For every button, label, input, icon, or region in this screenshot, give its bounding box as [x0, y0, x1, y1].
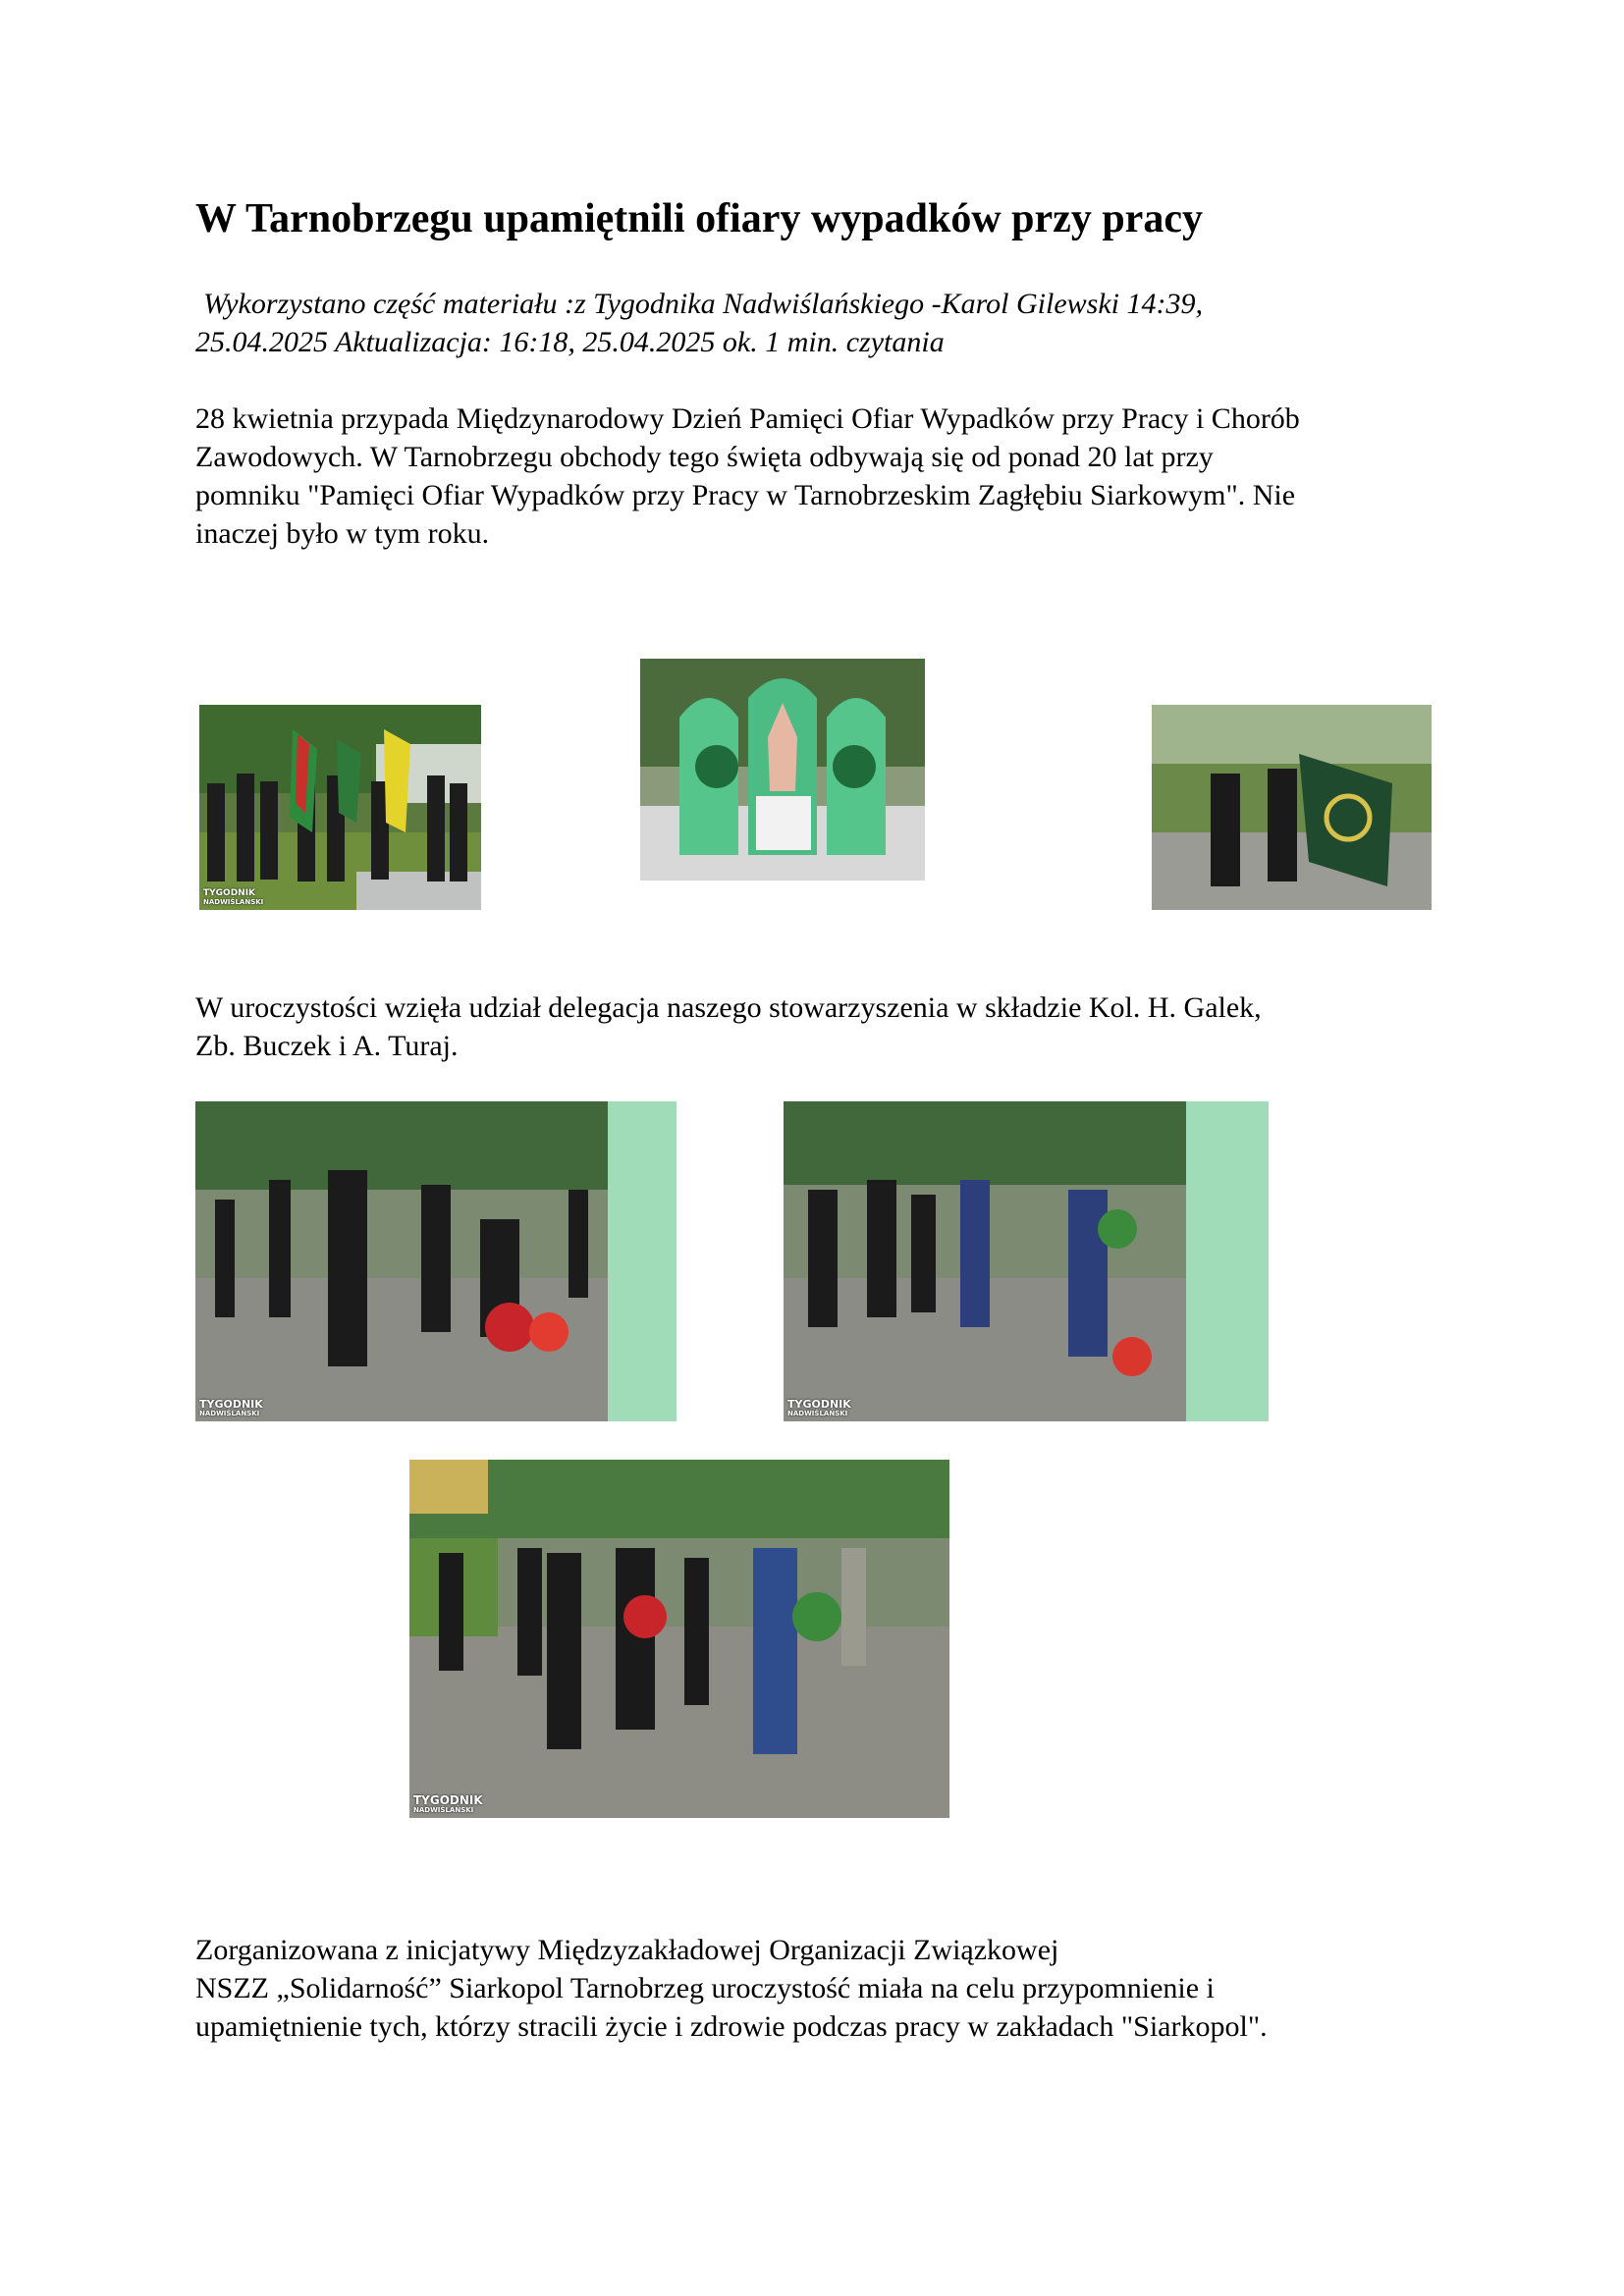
- closing-paragraph: [195, 1931, 1472, 2046]
- article-title: W Tarnobrzegu upamiętnili ofiary wypadków przy pracy: [195, 196, 1203, 241]
- photo-watermark: TYGODNIK NADWIŚLAŃSKI: [203, 888, 264, 906]
- paragraph-line: NSZZ „Solidarność” Siarkopol Tarnobrzeg uroczystość miała na celu przypomnienie i: [195, 1972, 1215, 2004]
- source-line: Wykorzystano część materiału :z Tygodnika Nadwiślańskiego -Karol Gilewski 14:39,: [203, 288, 1203, 320]
- photo-monument: [640, 659, 925, 881]
- paragraph-line: 28 kwietnia przypada Międzynarodowy Dzień Pamięci Ofiar Wypadków przy Pracy i Chorób: [195, 402, 1300, 435]
- source-note: [195, 285, 1472, 361]
- paragraph-line: W uroczystości wzięła udział delegacja naszego stowarzyszenia w składzie Kol. H. Galek,: [195, 991, 1262, 1024]
- paragraph-line: upamiętnienie tych, którzy stracili życie i zdrowie podczas pracy w zakładach "Siarkopol".: [195, 2010, 1268, 2043]
- photo-miners-banner: [1152, 705, 1432, 910]
- paragraph-line: inaczej było w tym roku.: [195, 517, 490, 550]
- source-line: 25.04.2025 Aktualizacja: 16:18, 25.04.2025 ok. 1 min. czytania: [195, 326, 945, 358]
- photo-laying-flowers-1: [195, 1101, 677, 1421]
- paragraph-line: Zorganizowana z inicjatywy Międzyzakładowej Organizacji Związkowej: [195, 1934, 1059, 1966]
- photo-procession: [409, 1460, 949, 1818]
- paragraph-line: Zb. Buczek i A. Turaj.: [195, 1030, 459, 1062]
- photo-delegation-with-banners: [199, 705, 481, 910]
- photo-laying-flowers-2: [784, 1101, 1269, 1421]
- photo-watermark: TYGODNIK NADWIŚLAŃSKI: [413, 1793, 483, 1814]
- photo-watermark: TYGODNIK NADWIŚLAŃSKI: [199, 1398, 263, 1417]
- intro-paragraph: [195, 400, 1472, 553]
- paragraph-line: Zawodowych. W Tarnobrzegu obchody tego święta odbywają się od ponad 20 lat przy: [195, 441, 1214, 473]
- photo-watermark: TYGODNIK NADWIŚLAŃSKI: [787, 1398, 851, 1417]
- paragraph-line: pomniku "Pamięci Ofiar Wypadków przy Pracy w Tarnobrzeskim Zagłębiu Siarkowym". Nie: [195, 479, 1296, 511]
- delegation-paragraph: [195, 988, 1472, 1065]
